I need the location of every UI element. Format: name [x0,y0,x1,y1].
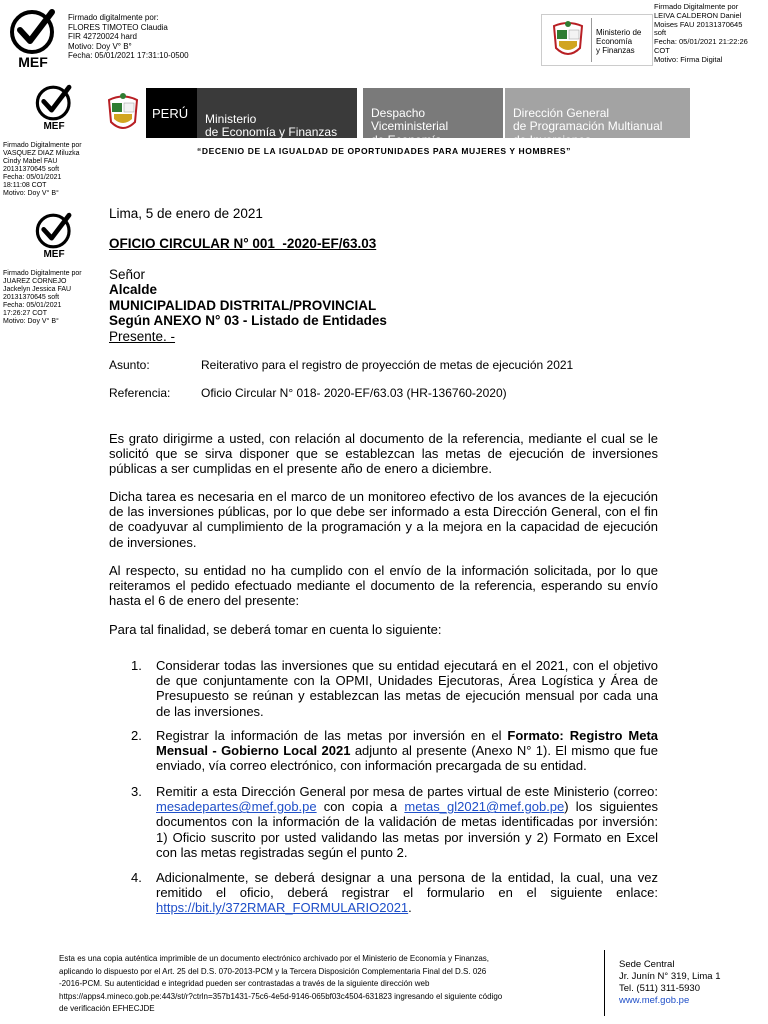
decenio-banner: “DECENIO DE LA IGUALDAD DE OPORTUNIDADES PARA MUJERES Y HOMBRES” [196,146,572,156]
header-ministerio-label: Ministerio de Economía y Finanzas [205,111,338,139]
list-item-3-text: con copia a [316,799,405,815]
formato-registro-meta: Formato: Registro Meta Mensual - Gobierno Local 2021 [156,728,658,759]
list-item-4-text: . [408,900,412,916]
recipient-presente: Presente. - [109,329,176,344]
referencia-value: Oficio Circular N° 018- 2020-EF/63.03 (HR-136760-2020) [201,386,507,400]
paragraph-1: Es grato dirigirme a usted, con relación al documento de la referencia, mediante el cual se le solicitó que se sirva disponer que se establezcan las metas de ejecución de inversiones públicas a ser cumplidas en el presente año de enero a diciembre. [109,431,658,477]
recipient-alcalde: Alcalde [109,282,158,297]
checkmark-seal-icon [8,8,58,56]
letter-date: Lima, 5 de enero de 2021 [109,206,263,221]
header-ministerio [197,88,357,138]
ministry-badge [541,14,653,66]
mef-logo-text: MEF [18,54,48,70]
footer-web-link[interactable]: www.mef.gob.pe [619,995,690,1006]
mef-logo-text: MEF [43,249,65,260]
footer-legal-notice: Esta es una copia auténtica imprimible de un documento electrónico archivado por el Ministerio de Economía y Finanzas, aplicando lo dispuesto por el Art. 25 del D.S. 070-2013-PCM y la Tercera Disposición Complementaria Final del D.S. 026 -2016-PCM. Su autenticidad e integridad pueden ser contrastadas a través de la siguiente dirección web https://apps4.mineco.gob.pe:443/st/r?ctrln=357b1431-75c6-4e5d-9146-065bf03c4504-631823 ingresando el siguiente código de verificación EFHECJDE [59,954,503,1014]
footer-tel: Tel. (511) 311-5930 [619,983,700,994]
list-item-3 [156,784,658,860]
mef-seal-left-2 [33,212,75,262]
list-item-2-text: adjunto al presente (Anexo N° 1). El mismo que fue enviado, vía correo electrónico, con información precargada de su entidad. [156,743,658,774]
paragraph-2: Dicha tarea es necesaria en el marco de un monitoreo efectivo de los avances de la ejecución de las inversiones públicas, por lo que debe ser informado a esta Dirección General, con el fin de coadyuvar al cumplimiento de la programación y a la mejora en la capacidad de ejecución de inversiones. [109,489,658,550]
mef-logo-text: MEF [43,121,65,132]
recipient-anexo: Según ANEXO N° 03 - Listado de Entidades [109,313,387,328]
signature-left-1: Firmado Digitalmente por VASQUEZ DIAZ Miluzka Cindy Mabel FAU 20131370645 soft Fecha: 05/01/2021 18:11:08 COT Motivo: Doy V° B° [3,142,82,197]
list-item-1: Considerar todas las inversiones que su entidad ejecutará en el 2021, con el objetivo de que conjuntamente con la OPMI, Unidades Ejecutoras, Área Logística y Área de Presupuesto se reúnan y establezcan las metas de ejecución mensual por cada una de las inversiones. [156,658,658,719]
checkmark-seal-icon [33,84,75,122]
paragraph-3: Al respecto, su entidad no ha cumplido con el envío de la información solicitada, por lo que reiteramos el pedido efectuado mediante el documento de la referencia, esperando su envío hasta el 6 de enero del presente: [109,563,658,609]
recipient-senor: Señor [109,267,146,282]
checkmark-seal-icon [33,212,75,250]
header-despacho [363,88,503,147]
asunto-value: Reiterativo para el registro de proyección de metas de ejecución 2021 [201,358,574,372]
list-item-4 [156,870,658,916]
footer-divider [604,950,605,1016]
metas-email-link[interactable]: metas_gl2021@mef.gob.pe [404,799,565,815]
list-item-4-text: Adicionalmente, se deberá designar a una persona de la entidad, la cual, una vez remitido el oficio, deberá registrar el formulario en el siguiente enlace: [156,870,658,901]
list-number: 1. [131,658,142,673]
header-direccion [505,88,690,147]
signature-left-2: Firmado Digitalmente por JUAREZ CORNEJO Jackelyn Jessica FAU 20131370645 soft Fecha: 05/01/2021 17:26:27 COT Motivo: Doy V° B° [3,270,82,325]
header-peru [146,88,197,138]
referencia-label: Referencia: [109,386,171,400]
list-item-3-text: ) los siguientes documentos con la información de la validación de metas identificadas por inversión: 1) Oficio suscrito por usted validando las metas por inversión y 2) Formato en Excel con las metas registradas según el punto 2. [156,799,658,860]
paragraph-4: Para tal finalidad, se deberá tomar en cuenta lo siguiente: [109,622,442,637]
footer-sede: Sede Central [619,959,675,970]
mef-seal-left-1 [33,84,75,134]
list-item-3-text: Remitir a esta Dirección General por mesa de partes virtual de este Ministerio (correo: [156,784,658,799]
list-number: 3. [131,784,142,799]
list-number: 4. [131,870,142,885]
peru-coat-of-arms-icon [103,90,143,136]
oficio-number: OFICIO CIRCULAR N° 001 -2020-EF/63.03 [109,236,377,251]
header-peru-label: PERÚ [152,106,189,121]
header-direccion-label: Dirección General de Programación Multianual de Inversiones [513,105,663,147]
footer-address: Jr. Junín N° 319, Lima 1 [619,971,721,982]
peru-coat-of-arms-icon [546,18,590,62]
ministry-badge-text: Ministerio de Economía y Finanzas [596,28,642,55]
list-item-2 [156,728,658,774]
mef-seal-top-left [8,8,58,70]
recipient-municipalidad: MUNICIPALIDAD DISTRITAL/PROVINCIAL [109,298,377,313]
mesadepartes-email-link[interactable]: mesadepartes@mef.gob.pe [156,799,317,815]
list-item-2-text: Registrar la información de las metas por inversión en el [156,728,508,743]
formulario-link[interactable]: https://bit.ly/372RMAR_FORMULARIO2021 [156,900,409,916]
header-despacho-label: Despacho Viceministerial de Economía [371,105,449,147]
list-number: 2. [131,728,142,743]
signature-top-left: Firmado digitalmente por: FLORES TIMOTEO Claudia FIR 42720024 hard Motivo: Doy V° B° Fecha: 05/01/2021 17:31:10-0500 [68,13,189,60]
asunto-label: Asunto: [109,358,150,372]
signature-top-right: Firmado Digitalmente por LEIVA CALDERON Daniel Moises FAU 20131370645 soft Fecha: 05/01/2021 21:22:26 COT Motivo: Firma Digital [654,2,748,64]
